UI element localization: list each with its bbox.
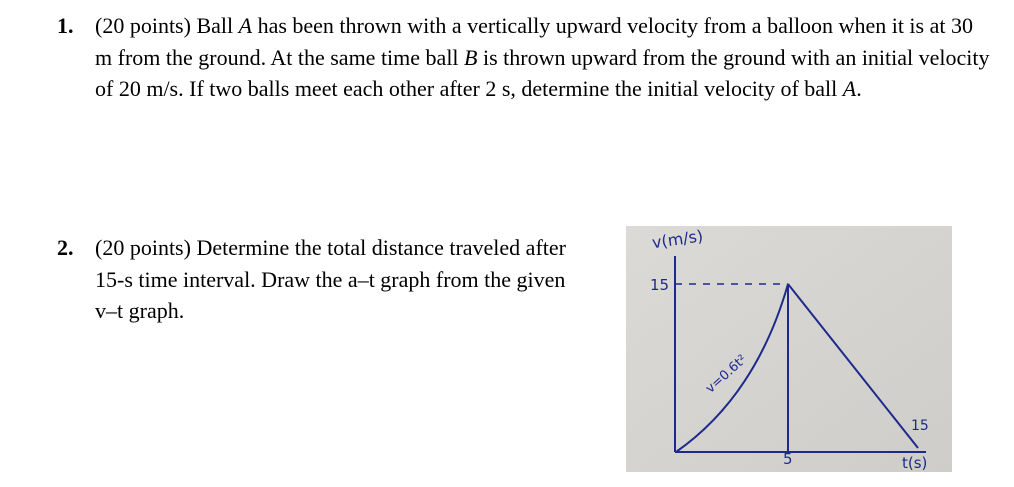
x-end-label: 15 [911, 418, 929, 434]
vt-graph-photo [626, 226, 952, 472]
problem-1-text-part: . [856, 76, 862, 101]
problem-2-number: 2. [57, 235, 74, 260]
ball-b-label: B [464, 44, 478, 70]
problem-1-number: 1. [57, 13, 74, 38]
problem-2-line: 15-s time interval. Draw the a–t graph from the given [95, 266, 566, 292]
problem-1-text-part: (20 points) Ball [95, 13, 239, 38]
ball-a-label: A [842, 76, 857, 101]
problem-2-text [95, 232, 615, 327]
problem-1-text-part: is thrown upward from the ground with an initial velocity of 20 m/s. If two balls meet each other after 2 s, determine the initial velocity of ball [95, 44, 990, 101]
problem-2-line: (20 points) Determine the total distance traveled after [95, 235, 566, 260]
curve-label: v=0.6t² [703, 352, 750, 397]
x-peak-label: 5 [783, 450, 793, 468]
y-value-label: 15 [650, 276, 670, 294]
problem-1-text-part: has been thrown with a vertically upward velocity from a balloon when it is at 30 m from the ground. At the same time ball [95, 13, 973, 70]
ball-a-label: A [238, 13, 253, 38]
problem-2-line: v–t graph. [95, 298, 185, 323]
x-axis-label: t(s) [902, 454, 928, 472]
y-axis-label: v(m/s) [650, 226, 705, 253]
problem-1-text [95, 10, 995, 105]
